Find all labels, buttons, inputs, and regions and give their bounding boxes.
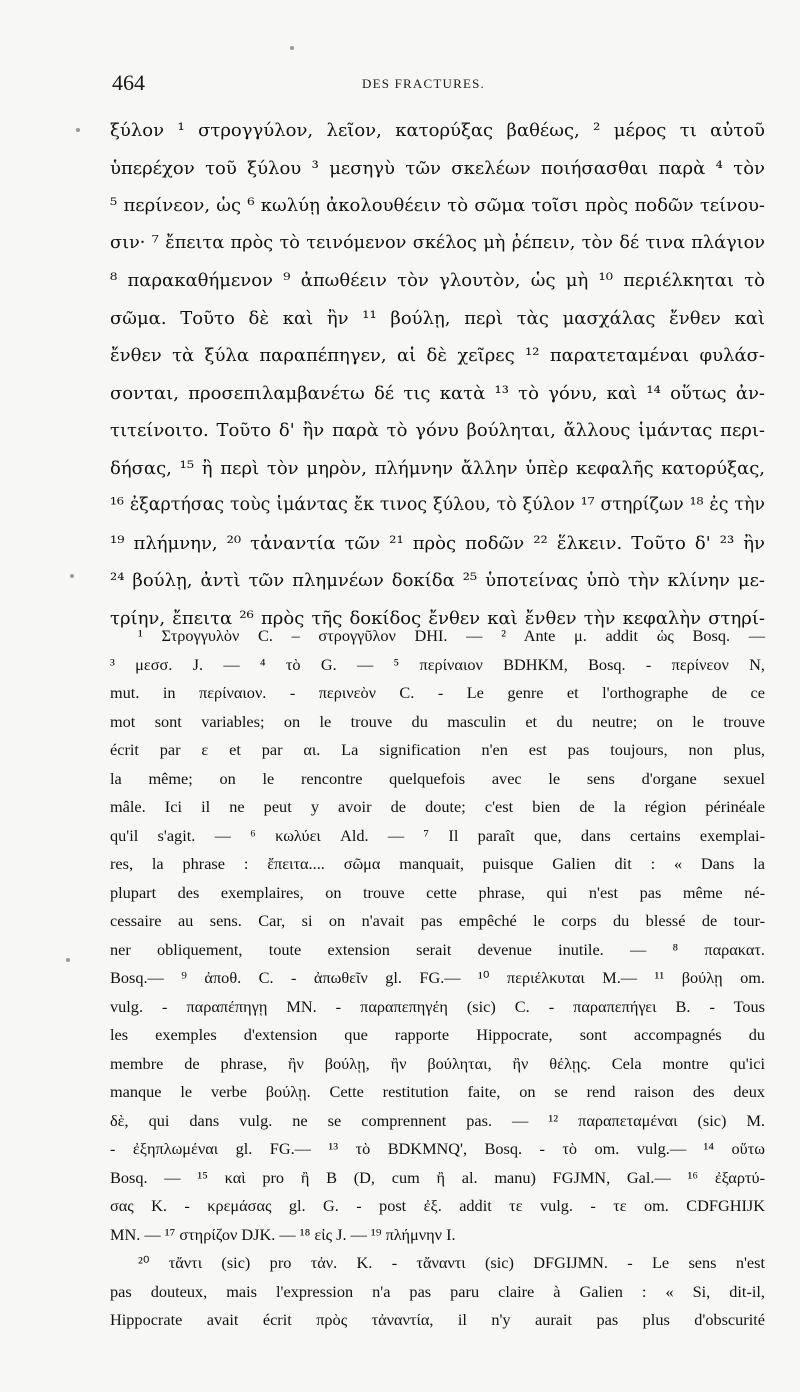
footnote-line: mut. in περίναιον. - περινεὸν C. - Le genre et l'orthographe de ce: [110, 683, 765, 702]
page-speck: [70, 574, 74, 578]
footnote-line: mâle. Ici il ne peut y avoir de doute; c'est bien de la région périnéale: [110, 797, 765, 816]
footnote-line: MN. — ¹⁷ στηρίζον DJK. — ¹⁸ εἰς J. — ¹⁹ πλήμνην I.: [110, 1224, 456, 1244]
footnote-line: plupart des exemplaires, on trouve cette phrase, qui n'est pas même né-: [110, 882, 765, 902]
footnote-line: les exemples d'extension que rapporte Hippocrate, sont accompagnés du: [110, 1025, 765, 1044]
text-line: τρίην, ἔπειτα ²⁶ πρὸς τῆς δοκίδος ἔνθεν καὶ ἔνθεν τὴν κεφαλὴν στηρί-: [110, 607, 765, 629]
footnote-line: - ἐξηπλωμέναι gl. FG.— ¹³ τὸ BDKMNQ', Bosq. - τὸ om. vulg.— ¹⁴ οὕτω: [110, 1139, 765, 1158]
footnote-line: Bosq. — ¹⁵ καὶ pro ἢ B (D, cum ἢ al. manu) FGJMN, Gal.— ¹⁶ ἐξαρτύ-: [110, 1167, 765, 1187]
text-line: ²⁴ βούλῃ, ἀντὶ τῶν πλημνέων δοκίδα ²⁵ ὑποτείνας ὑπὸ τὴν κλίνην με-: [110, 570, 765, 591]
text-line: ¹⁹ πλήμνην, ²⁰ τἀναντία τῶν ²¹ πρὸς ποδῶν ²² ἕλκειν. Τοῦτο δ' ²³ ἢν: [110, 532, 765, 554]
page-header: [110, 70, 770, 100]
footnote-line: écrit par ε et par αι. La signification n'en est pas toujours, non plus,: [110, 740, 765, 759]
page-speck: [66, 958, 70, 962]
text-line: ¹⁶ ἐξαρτήσας τοὺς ἱμάντας ἔκ τινος ξύλου, τὸ ξύλον ¹⁷ στηρίζων ¹⁸ ἐς τὴν: [110, 495, 765, 515]
footnote-line: mot sont variables; on le trouve du masculin et du neutre; on le trouve: [110, 711, 765, 731]
page-speck: [76, 128, 80, 132]
text-line: ὑπερέχον τοῦ ξύλου ³ μεσηγὺ τῶν σκελέων ποιήσασθαι παρὰ ⁴ τὸν: [110, 157, 765, 179]
text-line: ξύλον ¹ στρογγύλον, λεῖον, κατορύξας βαθέως, ² μέρος τι αὐτοῦ: [110, 120, 765, 141]
text-line: σονται, προσεπιλαμβανέτω δέ τις κατὰ ¹³ τὸ γόνυ, καὶ ¹⁴ οὕτως ἀν-: [110, 382, 765, 404]
footnote-line: manque le verbe βούλῃ. Cette restitution faite, on se rend raison des deux: [110, 1082, 765, 1101]
footnote-line: qu'il s'agit. — ⁶ κωλύει Ald. — ⁷ Il paraît que, dans certains exemplai-: [110, 825, 765, 845]
text-line: σῶμα. Τοῦτο δὲ καὶ ἢν ¹¹ βούλῃ, περὶ τὰς μασχάλας ἔνθεν καὶ: [110, 307, 765, 329]
footnote-line: cessaire au sens. Car, si on n'avait pas empêché le corps du blessé de tour-: [110, 911, 765, 930]
text-line: σιν· ⁷ ἔπειτα πρὸς τὸ τεινόμενον σκέλος μὴ ῥέπειν, τὸν δέ τινα πλάγιον: [110, 232, 765, 253]
footnote-line: ³ μεσσ. J. — ⁴ τὸ G. — ⁵ περίναιον BDHKM, Bosq. - περίνεον N,: [110, 654, 765, 674]
footnote-line: pas douteux, mais l'expression n'a pas paru claire à Galien : « Si, dit-il,: [110, 1281, 765, 1301]
footnote-line: σας K. - κρεμάσας gl. G. - post ἐξ. addit τε vulg. - τε om. CDFGHIJK: [110, 1196, 765, 1215]
footnote-line: ner obliquement, toute extension serait devenue inutile. — ⁸ παρακατ.: [110, 939, 765, 959]
footnote-line: res, la phrase : ἔπειτα.... σῶμα manquait, puisque Galien dit : « Dans la: [110, 854, 765, 873]
footnote-line: ¹ Στρογγυλὸν C. – στρογγῦλον DHI. — ² Ante μ. addit ὡς Bosq. —: [138, 626, 765, 645]
footnote-line: δὲ, qui dans vulg. ne se comprennent pas. — ¹² παραπεταμέναι (sic) M.: [110, 1110, 765, 1130]
footnotes: [110, 622, 765, 1335]
page-number: 464: [112, 70, 145, 95]
text-line: δήσας, ¹⁵ ἢ περὶ τὸν μηρὸν, πλήμνην ἄλλην ὑπὲρ κεφαλῆς κατορύξας,: [110, 457, 765, 479]
footnote-line: Hippocrate avait écrit πρὸς τἀναντία, il n'y aurait pas plus d'obscurité: [110, 1310, 765, 1329]
text-line: τιτείνοιτο. Τοῦτο δ' ἢν παρὰ τὸ γόνυ βούληται, ἄλλους ἱμάντας περι-: [110, 420, 765, 441]
footnote-line: vulg. - παραπέπηγῃ MN. - παραπεπηγέη (sic) C. - παραπεπήγει B. - Tous: [110, 996, 765, 1016]
running-head: DES FRACTURES.: [362, 76, 485, 91]
text-line: ⁸ παρακαθήμενον ⁹ ἀπωθέειν τὸν γλουτὸν, ὡς μὴ ¹⁰ περιέλκηται τὸ: [110, 270, 765, 291]
footnote-line: la même; on le rencontre quelquefois avec le sens d'organe sexuel: [110, 768, 765, 788]
footnote-line: Bosq.— ⁹ ἀποθ. C. - ἀπωθεῖν gl. FG.— ¹⁰ περιέλκυται M.— ¹¹ βούλῃ om.: [110, 968, 765, 987]
footnote-line: membre de phrase, ἢν βούλῃ, ἢν βούληται, ἢν θέλῃς. Cela montre qu'ici: [110, 1053, 765, 1073]
page-speck: [290, 46, 294, 50]
text-line: ⁵ περίνεον, ὡς ⁶ κωλύῃ ἀκολουθέειν τὸ σῶμα τοῖσι πρὸς ποδῶν τείνου-: [110, 195, 765, 216]
greek-main-text: [110, 112, 765, 637]
text-line: ἔνθεν τὰ ξύλα παραπέπηγεν, αἱ δὲ χεῖρες ¹² παρατεταμέναι φυλάσ-: [110, 345, 765, 366]
footnote-line: ²⁰ τἄντι (sic) pro τἀν. K. - τἄναντι (sic) DFGIJMN. - Le sens n'est: [138, 1253, 765, 1272]
